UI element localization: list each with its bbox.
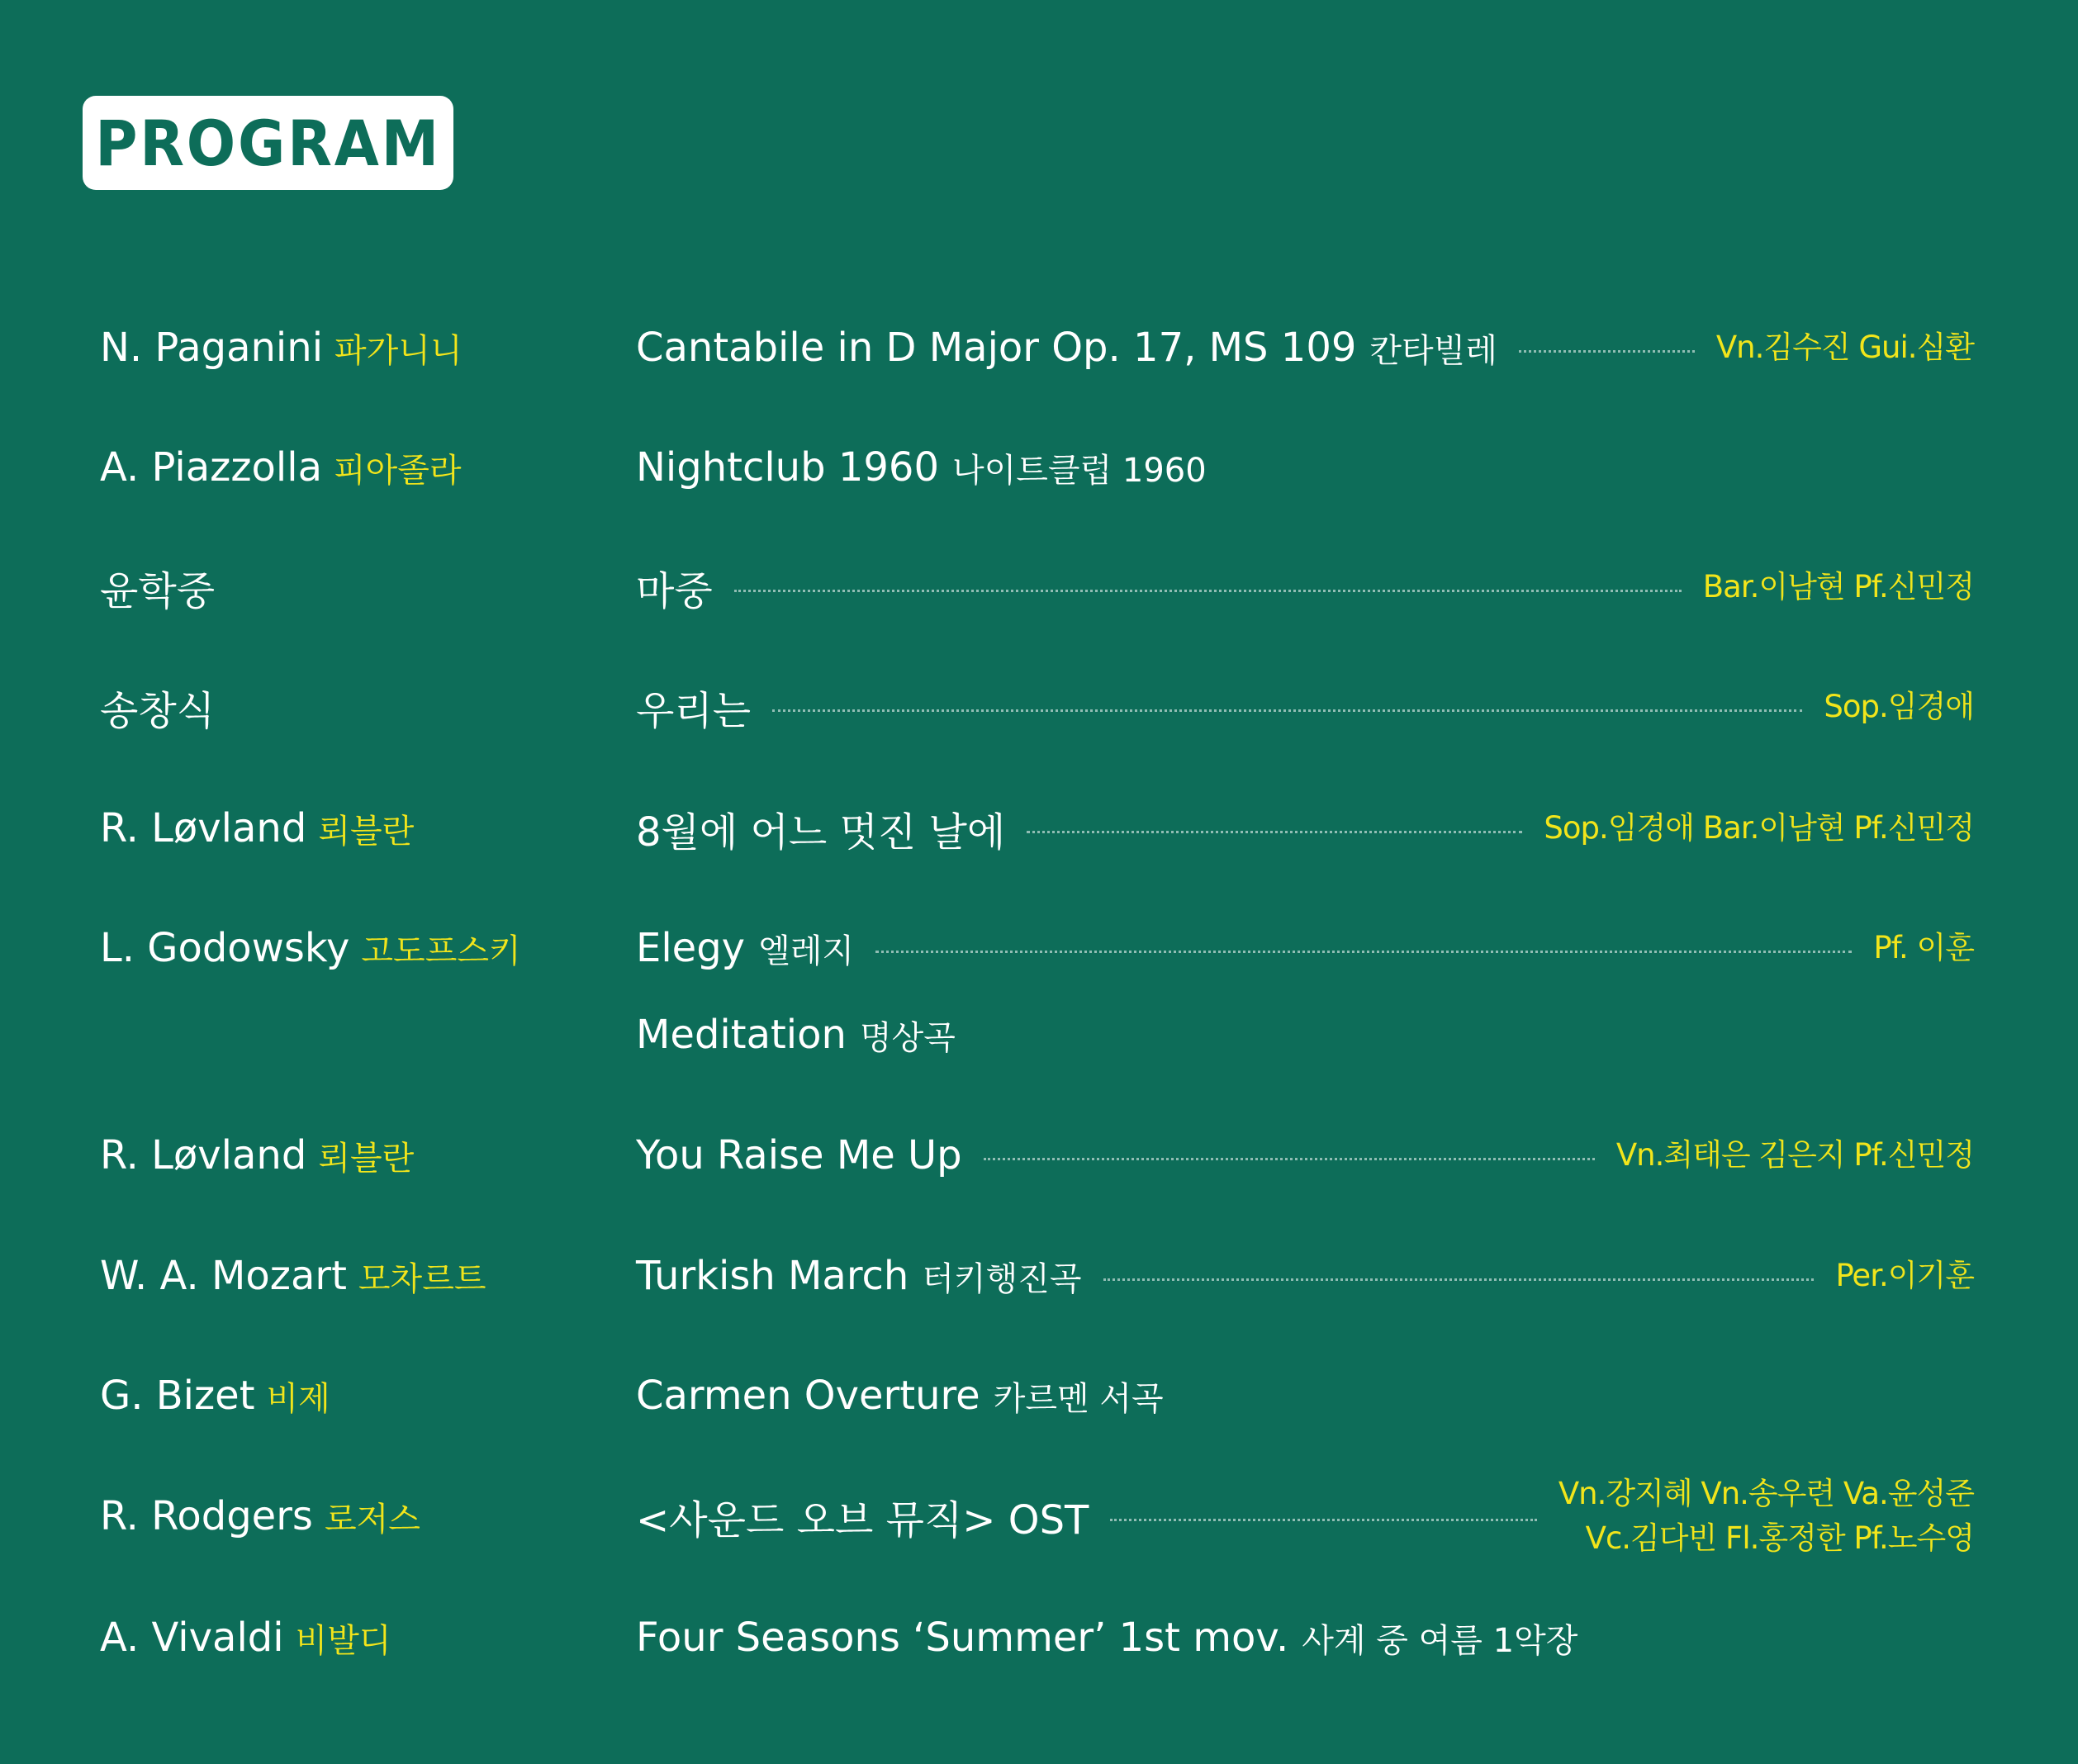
dotted-leader <box>1519 350 1695 353</box>
composer-name: 윤학중 <box>100 567 216 614</box>
composer-korean-name: 파가니니 <box>334 331 463 370</box>
composer-korean-name: 로저스 <box>324 1500 420 1539</box>
composer-cell <box>100 542 215 633</box>
piece-korean-title: 카르멘 서곡 <box>993 1379 1164 1418</box>
piece-title: You Raise Me Up <box>636 1132 962 1178</box>
dotted-leader <box>1110 1519 1537 1521</box>
piece-korean-title: 나이트클럽 1960 <box>951 451 1207 490</box>
piece-title: 마중 <box>636 567 713 614</box>
piece-cell <box>636 422 1974 513</box>
composer-name: A. Vivaldi <box>100 1615 284 1661</box>
piece-cell <box>636 1471 1974 1562</box>
piece-korean-title: 칸타빌레 <box>1369 331 1497 370</box>
performer-line: Per.이기훈 <box>1835 1258 1974 1293</box>
program-row <box>0 1471 2078 1562</box>
composer-cell <box>100 783 414 874</box>
piece-cell <box>636 783 1974 874</box>
piece-title: Carmen Overture <box>636 1373 980 1419</box>
composer-korean-name: 모차르트 <box>358 1259 486 1298</box>
performers <box>1544 806 1974 851</box>
dotted-leader <box>734 590 1682 592</box>
performer-line: Sop.임경애 <box>1824 689 1974 724</box>
program-row <box>0 1592 2078 1683</box>
piece-cell <box>636 1592 1974 1683</box>
program-row <box>0 1110 2078 1201</box>
composer-korean-name: 뢰블란 <box>318 812 415 851</box>
program-row <box>0 989 2078 1080</box>
composer-korean-name: 뢰블란 <box>318 1139 415 1178</box>
piece-cell <box>636 1350 1974 1441</box>
composer-name: R. Løvland <box>100 805 307 851</box>
composer-cell <box>100 1350 330 1441</box>
piece-title: <사운드 오브 뮤직> OST <box>636 1496 1089 1544</box>
program-row <box>0 542 2078 633</box>
composer-name: A. Piazzolla <box>100 444 322 491</box>
performers <box>1616 1133 1974 1178</box>
piece-title: Nightclub 1960 <box>636 444 939 491</box>
program-row <box>0 302 2078 393</box>
composer-korean-name: 비제 <box>266 1379 330 1418</box>
piece-title: Four Seasons ‘Summer’ 1st mov. <box>636 1615 1289 1661</box>
piece-title: 8월에 어느 멋진 날에 <box>636 808 1006 856</box>
composer-cell <box>100 302 463 393</box>
program-row <box>0 662 2078 752</box>
piece-cell <box>636 989 1974 1080</box>
composer-cell <box>100 1471 420 1562</box>
composer-name: 송창식 <box>100 687 216 734</box>
composer-name: R. Rodgers <box>100 1493 313 1539</box>
composer-name: N. Paganini <box>100 325 324 371</box>
piece-korean-title: 엘레지 <box>758 932 854 970</box>
piece-title: Elegy <box>636 925 746 971</box>
dotted-leader <box>984 1158 1595 1160</box>
composer-name: R. Løvland <box>100 1132 307 1178</box>
dotted-leader <box>1027 831 1522 833</box>
program-row <box>0 903 2078 993</box>
composer-korean-name: 비발디 <box>295 1621 391 1660</box>
piece-cell <box>636 1231 1974 1321</box>
performer-line: Sop.임경애 Bar.이남현 Pf.신민정 <box>1544 810 1974 846</box>
piece-title: Turkish March <box>636 1253 909 1299</box>
performer-line: Vn.강지혜 Vn.송우련 Va.윤성준 <box>1558 1476 1974 1511</box>
piece-title: 우리는 <box>636 687 752 734</box>
program-row <box>0 783 2078 874</box>
program-row <box>0 1350 2078 1441</box>
dotted-leader <box>772 709 1802 712</box>
performers <box>1558 1472 1974 1561</box>
performers <box>1824 685 1974 729</box>
piece-cell <box>636 302 1974 393</box>
performers <box>1703 565 1974 609</box>
piece-cell <box>636 1110 1974 1201</box>
piece-cell <box>636 542 1974 633</box>
composer-name: G. Bizet <box>100 1373 255 1419</box>
composer-name: W. A. Mozart <box>100 1253 347 1299</box>
program-heading: PROGRAM <box>95 106 441 180</box>
composer-korean-name: 고도프스키 <box>361 932 521 970</box>
performer-line: Pf. 이훈 <box>1873 930 1974 965</box>
piece-cell <box>636 903 1974 993</box>
program-row <box>0 422 2078 513</box>
piece-korean-title: 터키행진곡 <box>922 1259 1082 1298</box>
performer-line: Vc.김다빈 Fl.홍정한 Pf.노수영 <box>1585 1520 1974 1556</box>
composer-cell <box>100 662 215 752</box>
composer-cell <box>100 1592 391 1683</box>
dotted-leader <box>1103 1278 1815 1281</box>
composer-cell <box>100 1110 414 1201</box>
program-badge <box>83 96 453 190</box>
program-row <box>0 1231 2078 1321</box>
piece-korean-title: 사계 중 여름 1악장 <box>1302 1621 1578 1660</box>
composer-name: L. Godowsky <box>100 925 350 971</box>
performer-line: Vn.최태은 김은지 Pf.신민정 <box>1615 1137 1974 1173</box>
piece-cell <box>636 662 1974 752</box>
composer-cell <box>100 1231 486 1321</box>
piece-korean-title: 명상곡 <box>859 1018 956 1057</box>
performer-line: Bar.이남현 Pf.신민정 <box>1702 569 1974 605</box>
performers <box>1716 325 1974 370</box>
performers <box>1873 926 1974 970</box>
piece-title: Meditation <box>636 1012 847 1058</box>
dotted-leader <box>875 951 1852 953</box>
performer-line: Vn.김수진 Gui.심환 <box>1715 330 1974 365</box>
composer-cell <box>100 422 462 513</box>
performers <box>1835 1254 1974 1298</box>
composer-korean-name: 피아졸라 <box>334 451 462 490</box>
piece-title: Cantabile in D Major Op. 17, MS 109 <box>636 325 1357 371</box>
composer-cell <box>100 903 521 993</box>
